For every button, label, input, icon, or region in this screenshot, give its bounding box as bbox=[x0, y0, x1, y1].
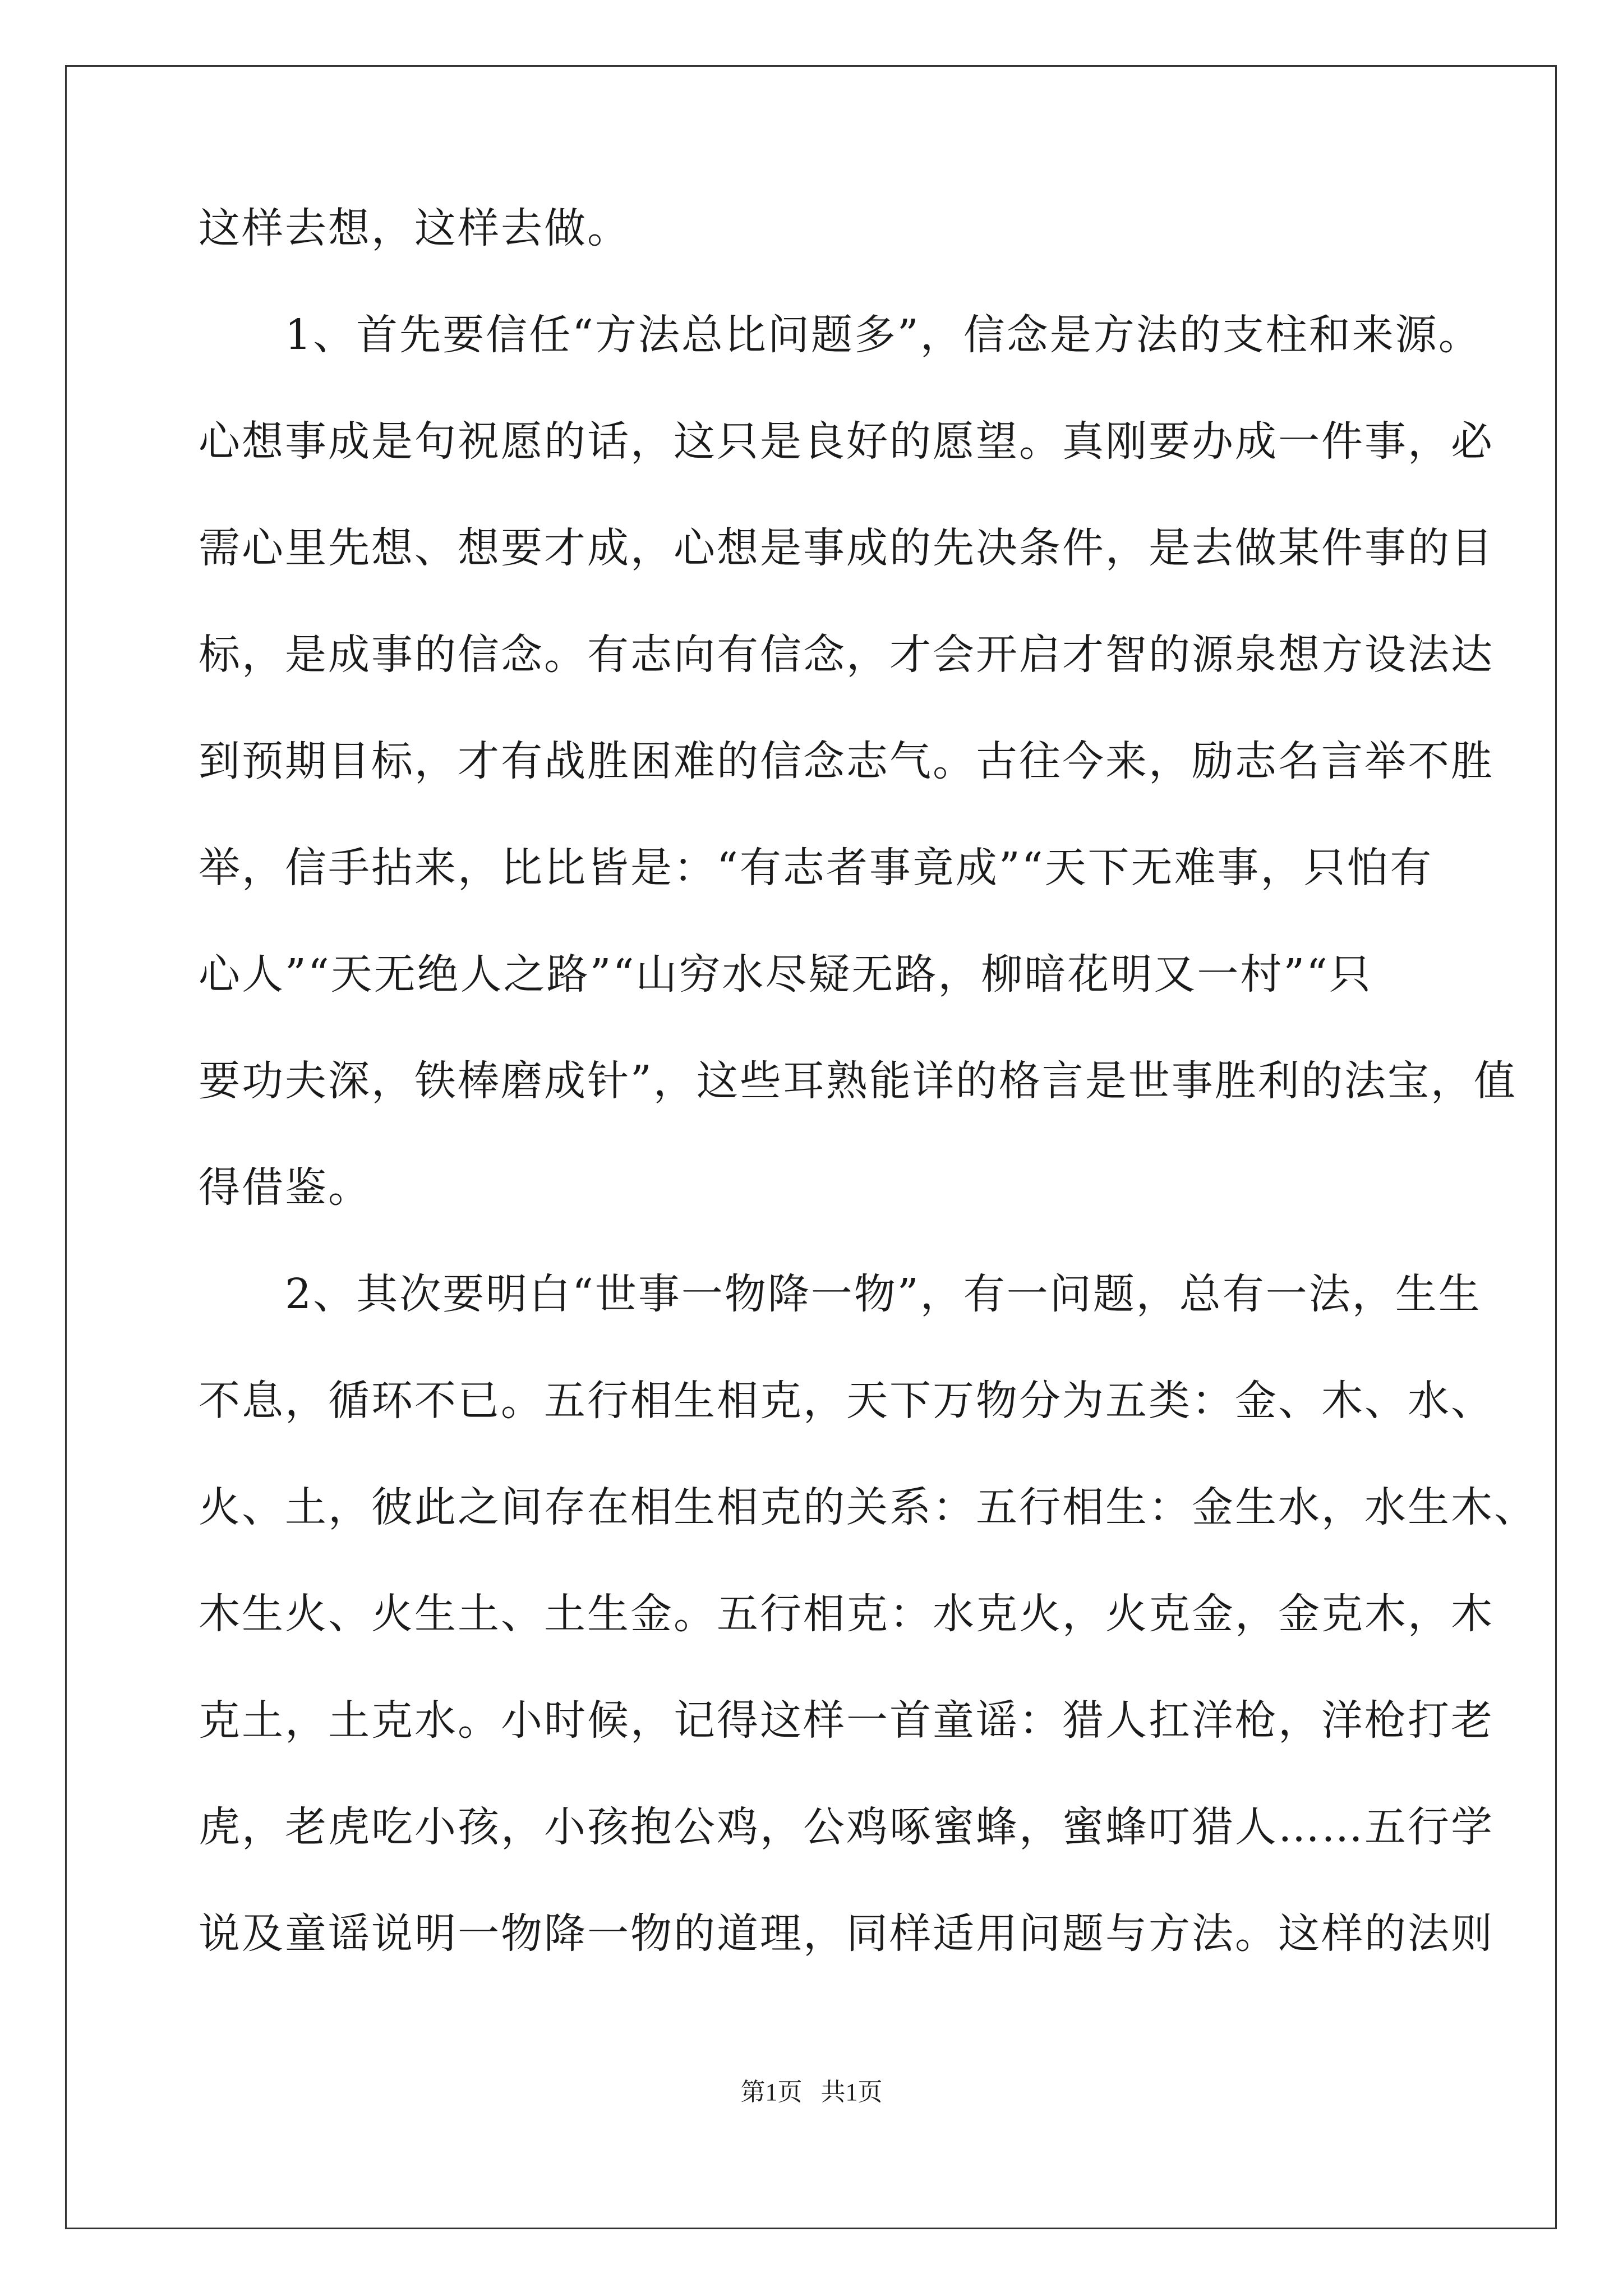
text-line: 说及童谣说明一物降一物的道理，同样适用问题与方法。这样的法则 bbox=[199, 1910, 1494, 1958]
text-line: 举，信手拈来，比比皆是：“有志者事竟成”“天下无难事，只怕有 bbox=[199, 844, 1433, 892]
text-line: 得借鉴。 bbox=[199, 1163, 371, 1212]
text-line: 要功夫深，铁棒磨成针”，这些耳熟能详的格言是世事胜利的法宝，值 bbox=[199, 1057, 1517, 1105]
text-line: 2、其次要明白“世事一物降一物”，有一问题，总有一法，生生 bbox=[199, 1270, 1482, 1318]
page-total: 共1页 bbox=[820, 2078, 883, 2106]
text-line: 这样去想，这样去做。 bbox=[199, 204, 630, 252]
document-body bbox=[199, 204, 1537, 2019]
text-line: 火、土，彼此之间存在相生相克的关系：五行相生：金生水，水生木、 bbox=[199, 1483, 1537, 1531]
text-line: 心人”“天无绝人之路”“山穷水尽疑无路，柳暗花明又一村”“只 bbox=[199, 950, 1372, 999]
text-line: 到预期目标，才有战胜困难的信念志气。古往今来，励志名言举不胜 bbox=[199, 737, 1494, 785]
page-number: 第1页 bbox=[740, 2078, 803, 2106]
text-line: 标，是成事的信念。有志向有信念，才会开启才智的源泉想方设法达 bbox=[199, 631, 1494, 679]
text-line: 需心里先想、想要才成，心想是事成的先决条件，是去做某件事的目 bbox=[199, 524, 1494, 572]
text-line: 虎，老虎吃小孩，小孩抱公鸡，公鸡啄蜜蜂，蜜蜂叮猎人……五行学 bbox=[199, 1803, 1494, 1851]
text-line: 木生火、火生土、土生金。五行相克：水克火，火克金，金克木，木 bbox=[199, 1590, 1494, 1638]
text-line: 1、首先要信任“方法总比问题多”，信念是方法的支柱和来源。 bbox=[199, 311, 1482, 359]
page-footer bbox=[0, 2078, 1623, 2106]
text-line: 心想事成是句祝愿的话，这只是良好的愿望。真刚要办成一件事，必 bbox=[199, 417, 1494, 466]
text-line: 不息，循环不已。五行相生相克，天下万物分为五类：金、木、水、 bbox=[199, 1377, 1494, 1425]
text-line: 克土，土克水。小时候，记得这样一首童谣：猎人扛洋枪，洋枪打老 bbox=[199, 1696, 1494, 1745]
footer-spacer bbox=[803, 2078, 821, 2106]
